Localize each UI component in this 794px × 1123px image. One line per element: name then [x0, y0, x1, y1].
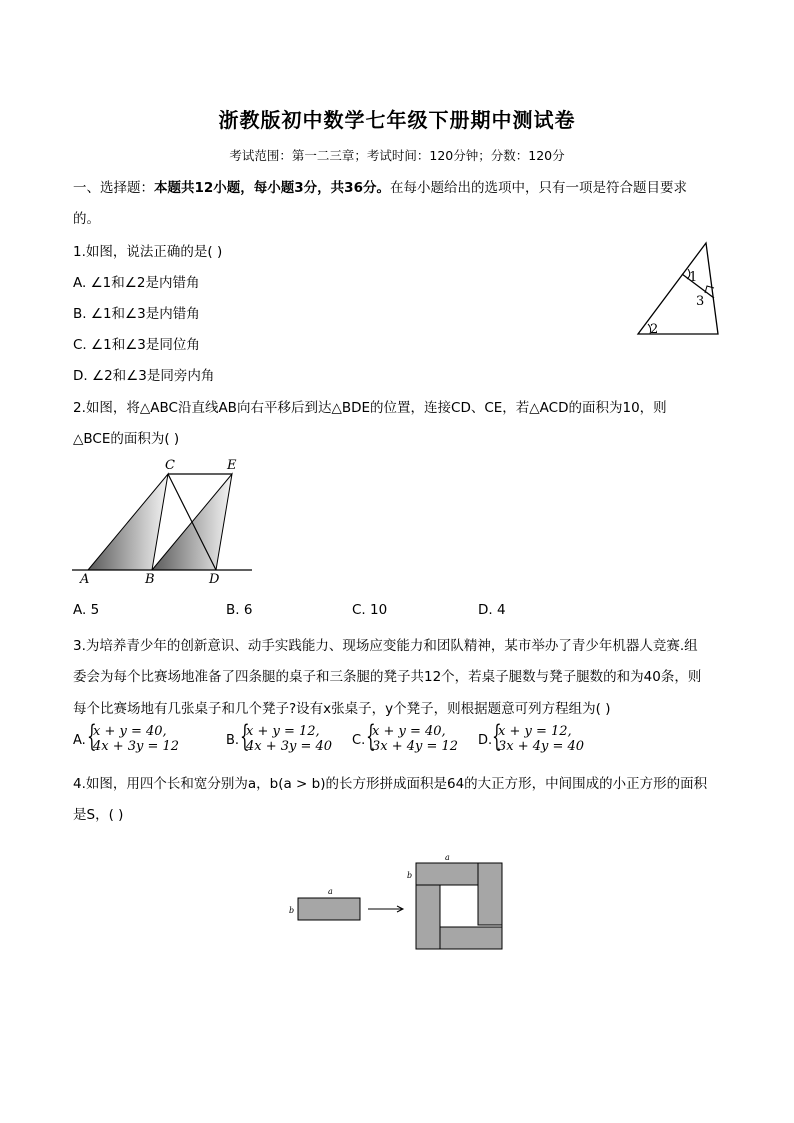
- q4-label-a-big: a: [445, 853, 450, 862]
- q1-label-2: 2: [650, 322, 659, 337]
- q3-option-a-brace: {: [87, 719, 97, 754]
- q2-option-c: C. 10: [352, 602, 388, 618]
- q3-option-d-eq2: 3x + 4y = 40: [498, 739, 585, 754]
- q4-stem-line1: 4.如图，用四个长和宽分别为a，b(a > b)的长方形拼成面积是64的大正方形，中间围成的小正方形的面积: [73, 776, 708, 792]
- q2-label-e: E: [227, 458, 237, 473]
- q1-label-3: 3: [696, 294, 705, 309]
- section-heading-bold: 本题共12小题，每小题3分，共36分。: [154, 180, 390, 196]
- q1-option-c: C. ∠1和∠3是同位角: [73, 337, 200, 353]
- q1-option-d: D. ∠2和∠3是同旁内角: [73, 368, 215, 384]
- q3-option-c-label: C.: [352, 733, 366, 748]
- section-heading-line2: 的。: [73, 211, 100, 227]
- q3-option-c-brace: {: [366, 719, 376, 754]
- section-heading-prefix: 一、选择题：: [73, 180, 154, 196]
- q3-option-d-label: D.: [478, 733, 493, 748]
- page-title: 浙教版初中数学七年级下册期中测试卷: [218, 108, 576, 132]
- q4-square-figure: [285, 852, 510, 954]
- q3-stem-line1: 3.为培养青少年的创新意识、动手实践能力、现场应变能力和团队精神，某市举办了青少年机器人竞赛.组: [73, 638, 698, 654]
- q2-option-a: A. 5: [73, 602, 100, 618]
- q3-option-d-brace: {: [492, 719, 502, 754]
- q2-label-c: C: [165, 458, 175, 473]
- q2-option-b: B. 6: [226, 602, 253, 618]
- q2-label-b: B: [145, 572, 155, 587]
- q2-stem-line2: △BCE的面积为( ): [73, 431, 180, 447]
- exam-info: 考试范围：第一二三章；考试时间：120分钟；分数：120分: [229, 148, 565, 163]
- q3-stem-line3: 每个比赛场地有几张桌子和几个凳子?设有x张桌子，y个凳子，则根据题意可列方程组为( ): [73, 701, 611, 717]
- q2-stem-line1: 2.如图，将△ABC沿直线AB向右平移后到达△BDE的位置，连接CD、CE，若△ACD的面积为10，则: [73, 400, 667, 416]
- q1-label-1: 1: [689, 270, 698, 285]
- q3-option-a-eq2: 4x + 3y = 12: [93, 739, 180, 754]
- q3-option-b-label: B.: [226, 733, 240, 748]
- q2-option-d: D. 4: [478, 602, 506, 618]
- q2-label-d: D: [209, 572, 220, 587]
- q4-stem-line2: 是S，( ): [73, 807, 124, 823]
- q3-stem-line2: 委会为每个比赛场地准备了四条腿的桌子和三条腿的凳子共12个，若桌子腿数与凳子腿数的和为40条，则: [73, 669, 702, 685]
- q3-option-b-eq2: 4x + 3y = 40: [246, 739, 333, 754]
- q4-label-b-small: b: [289, 906, 295, 915]
- q3-option-c-eq2: 3x + 4y = 12: [372, 739, 459, 754]
- q4-label-a-small: a: [328, 887, 333, 896]
- q3-option-d-eq1: x + y = 12,: [498, 724, 572, 739]
- q1-triangle-figure: [630, 238, 730, 338]
- q3-option-c-eq1: x + y = 40,: [372, 724, 446, 739]
- q2-translation-figure: [70, 456, 260, 586]
- q1-option-b: B. ∠1和∠3是内错角: [73, 306, 200, 322]
- section-heading: [73, 176, 687, 196]
- q2-label-a: A: [80, 572, 90, 587]
- q3-option-a-label: A.: [73, 733, 86, 748]
- q1-stem: 1.如图，说法正确的是( ): [73, 244, 223, 260]
- q1-option-a: A. ∠1和∠2是内错角: [73, 275, 200, 291]
- q3-option-a-eq1: x + y = 40,: [93, 724, 167, 739]
- section-heading-rest: 在每小题给出的选项中，只有一项是符合题目要求: [389, 180, 687, 196]
- q4-label-b-big: b: [407, 871, 413, 880]
- q3-option-b-eq1: x + y = 12,: [246, 724, 320, 739]
- q3-option-b-brace: {: [240, 719, 250, 754]
